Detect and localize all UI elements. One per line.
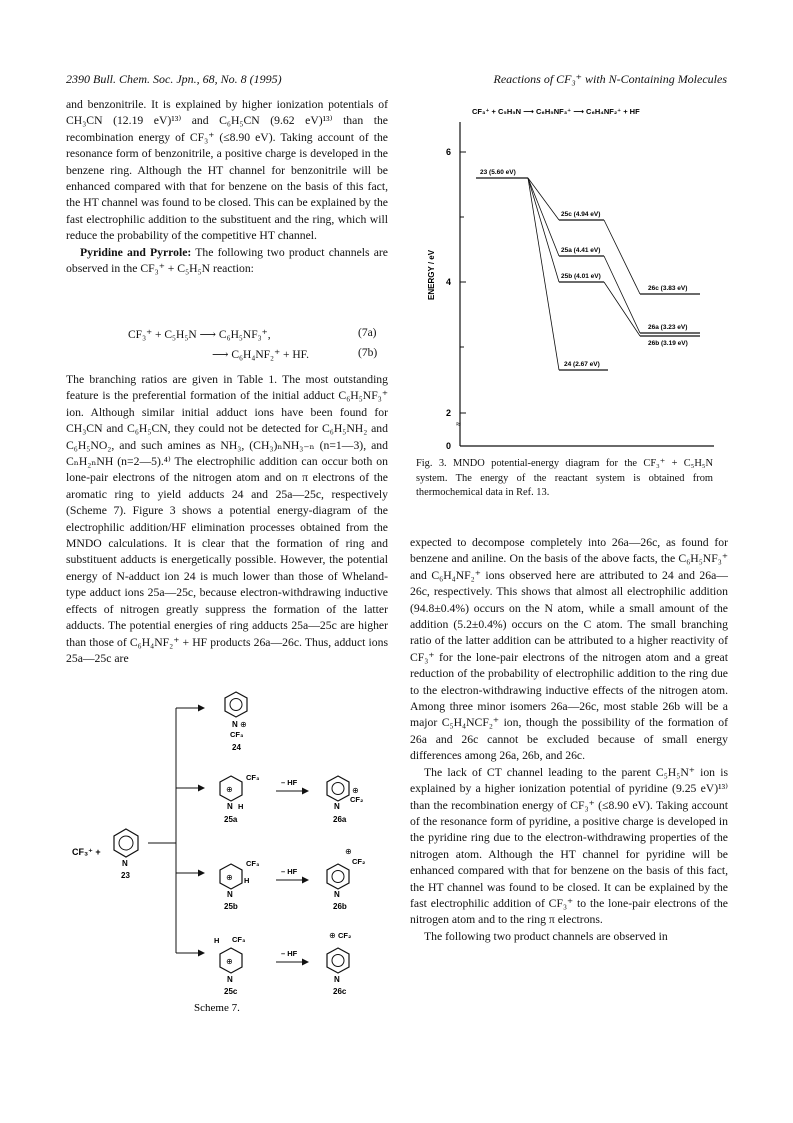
svg-text:26b: 26b (333, 902, 347, 911)
svg-text:24 (2.67 eV): 24 (2.67 eV) (564, 361, 600, 368)
paragraph: expected to decompose completely into 26a—26c, as found for benzene and aniline. On the basis of the above facts, the C₆H₅NF₃⁺ and C₆H₄NF₂⁺ ions observed here are attributed to 24 and 26a—26c, respectively. This shows that almost all electrophilic addition (94.8±0.4%) occurs on the N atom, while a small amount of the addition (5.2±0.4%) occurs on the C atom. The small branching ratio of the latter addition can be attributed to a higher reactivity of CF₃⁺ for the lone-pair electrons of the nitrogen atom and a great reduction of the probability of electrophilic addition to the ring due to the electron-withdrawing inductive effects of the nitrogen atom. Among three minor isomers 26a—26c, most stable 26b will be a major C₅H₄NCF₂⁺ ion, though the possibility of the formation of 26a and 26c cannot be excluded because of small energy differences among 26a, 26b, and 26c. (410, 536, 728, 763)
right-column (410, 535, 728, 945)
hf-elimination-label: – HF (281, 949, 298, 958)
tick-label: 2 (446, 408, 452, 418)
structure-25c (214, 935, 246, 996)
tick-label: 4 (446, 277, 452, 287)
svg-text:23: 23 (121, 871, 130, 880)
svg-text:25a: 25a (224, 815, 238, 824)
svg-text:24: 24 (232, 743, 241, 752)
svg-text:⊕: ⊕ (352, 786, 359, 795)
svg-text:⊕: ⊕ (345, 847, 352, 856)
paragraph-text: The following two product channels are observed in the CF₃⁺ + C₅H₅N reaction: (66, 245, 388, 276)
svg-text:CF₃: CF₃ (230, 730, 244, 739)
svg-text:CF₂: CF₂ (350, 795, 364, 804)
paragraph: The branching ratios are given in Table 1. The most outstanding feature is the preferential formation of the initial adduct C₆H₅NF₃⁺ ion. Although similar initial adduct ions have been found for CH₃CN and C₆H₅CN, they could not be detected for C₆H₅NH₂ and C₆H₅NO₂, and such amines as NH₃, (CH₃)ₙNH₃₋ₙ (n=1—3), and CₙH₂ₙNH (n=2—5).⁴⁾ The electrophilic addition can occur both on lone-pair electrons of the nitrogen atom and on π electrons of the aromatic ring to yield adducts 24 and 25a—25c, respectively (Scheme 7). Figure 3 shows a potential energy-diagram of the electrophilic addition/HF elimination processes obtained from the MNDO calculations. It is clear that the formation of ring and substituent adducts is energetically possible. However, the potential energy of N-adduct ion 24 is much lower than those of Wheland-type adduct ions 25a—25c, because electron-withdrawing inductive effects of nitrogen greatly suppress the formation of the latter adducts. The potential energies of ring adducts 25a—25c are higher than those of C₆H₄NF₂⁺ + HF products 26a—26c. Thus, adduct ions 25a—25c are (66, 373, 388, 665)
left-column-top (66, 97, 388, 277)
figure-3-energy-diagram (416, 100, 726, 455)
figure-top-label: CF₃⁺ + C₅H₅N ⟶ C₆H₅NF₃⁺ ⟶ C₆H₄NF₂⁺ + HF (472, 107, 640, 116)
y-axis-label: ENERGY / eV (427, 249, 436, 300)
svg-text:26c (3.83 eV): 26c (3.83 eV) (648, 285, 688, 292)
tick-label: 6 (446, 147, 452, 157)
svg-text:23 (5.60 eV): 23 (5.60 eV) (480, 169, 516, 176)
equation-7a-number: (7a) (358, 327, 377, 339)
svg-text:⊕: ⊕ (226, 957, 233, 966)
svg-text:26c: 26c (333, 987, 347, 996)
y-ticks (446, 147, 466, 451)
svg-text:H: H (244, 876, 250, 885)
svg-text:CF₃: CF₃ (232, 935, 246, 944)
scheme-7 (66, 688, 388, 1043)
running-header-right: Reactions of CF₃⁺ with N-Containing Molecules (493, 72, 727, 86)
figure-3-caption: Fig. 3. MNDO potential-energy diagram for the CF₃⁺ + C₅H₅N system. The energy of the reactant system is obtained from thermochemical data in Ref. 13. (416, 458, 713, 499)
svg-text:N: N (227, 890, 233, 899)
svg-text:H: H (238, 802, 244, 811)
svg-text:N: N (334, 890, 340, 899)
svg-text:⊕: ⊕ (226, 785, 233, 794)
scheme-caption: Scheme 7. (194, 1002, 240, 1014)
svg-text:25b (4.01 eV): 25b (4.01 eV) (561, 273, 601, 280)
svg-text:H: H (214, 936, 220, 945)
svg-text:CF₂: CF₂ (338, 931, 352, 940)
svg-text:N: N (122, 859, 128, 868)
scheme-reagent: CF₃⁺ + (72, 847, 101, 857)
paragraph: The following two product channels are observed in (424, 929, 668, 943)
svg-text:26b (3.19 eV): 26b (3.19 eV) (648, 340, 688, 347)
svg-text:25b: 25b (224, 902, 238, 911)
hf-elimination-label: – HF (281, 778, 298, 787)
structure-24 (225, 692, 247, 752)
svg-text:⊕: ⊕ (240, 720, 247, 729)
left-column-body (66, 372, 388, 667)
paragraph: The lack of CT channel leading to the parent C₅H₅N⁺ ion is explained by a higher ionization potential of pyridine (9.25 eV)¹³⁾ than the recombination energy of CF₃⁺ (≤8.90 eV). Taking account of the resonance form of pyridine, a positive charge is developed in the pyridine ring due to the electron-withdrawing properties of the nitrogen atom. Although the HT channel for pyridine will be enhanced compared with that for benzene on the basis of this fact, the HT channel was found to be closed. It can be explained by the fast electrophilic addition of CF₃⁺ to the lone-pair electrons of the nitrogen atom and to the ring π electrons. (410, 765, 728, 927)
running-header-left: 2390 Bull. Chem. Soc. Jpn., 68, No. 8 (1995) (66, 72, 282, 86)
equation-7b: ⟶ C₆H₄NF₂⁺ + HF. (212, 349, 310, 361)
equation-7a: CF₃⁺ + C₅H₅N ⟶ C₆H₅NF₃⁺, (128, 329, 271, 341)
svg-text:26a (3.23 eV): 26a (3.23 eV) (648, 324, 688, 331)
section-heading: Pyridine and Pyrrole: (80, 245, 192, 259)
svg-text:N: N (227, 975, 233, 984)
structure-25a (220, 773, 260, 824)
svg-text:N: N (334, 975, 340, 984)
svg-text:CF₃: CF₃ (246, 773, 260, 782)
equation-7b-number: (7b) (358, 347, 378, 359)
structure-25b (220, 859, 260, 911)
svg-text:CF₂: CF₂ (352, 857, 366, 866)
pyridine-23 (114, 829, 138, 880)
svg-text:25c: 25c (224, 987, 238, 996)
svg-text:N: N (334, 802, 340, 811)
svg-text:25c (4.94 eV): 25c (4.94 eV) (561, 211, 601, 218)
paragraph: and benzonitrile. It is explained by higher ionization potentials of CH₃CN (12.19 eV)¹³⁾ and C₆H₅CN (9.62 eV)¹³⁾ than the recombination energy of CF₃⁺ (≤8.90 eV). Taking account of the resonance form of benzonitrile, a positive charge is developed in the benzene ring. Although the HT channel for benzonitrile will be enhanced compared with that for benzene on the basis of this fact, the HT channel was found to be closed. This can be explained by the fast electrophilic addition to the substituent and the ring, which will reduce the probability of the competitive HT channel. (66, 98, 388, 243)
structure-26a (327, 776, 363, 824)
level-labels (480, 169, 688, 368)
paragraph-pyridine (66, 245, 388, 278)
svg-text:⊕: ⊕ (329, 931, 336, 940)
svg-text:26a: 26a (333, 815, 347, 824)
hf-elimination-label: – HF (281, 867, 298, 876)
tick-label: 0 (446, 441, 452, 451)
structure-26c (327, 931, 351, 996)
svg-text:⊕: ⊕ (226, 873, 233, 882)
svg-text:≈: ≈ (456, 419, 461, 429)
svg-text:CF₃: CF₃ (246, 859, 260, 868)
svg-text:N: N (232, 720, 238, 729)
svg-text:25a (4.41 eV): 25a (4.41 eV) (561, 247, 601, 254)
svg-text:N: N (227, 802, 233, 811)
structure-26b (327, 847, 365, 911)
